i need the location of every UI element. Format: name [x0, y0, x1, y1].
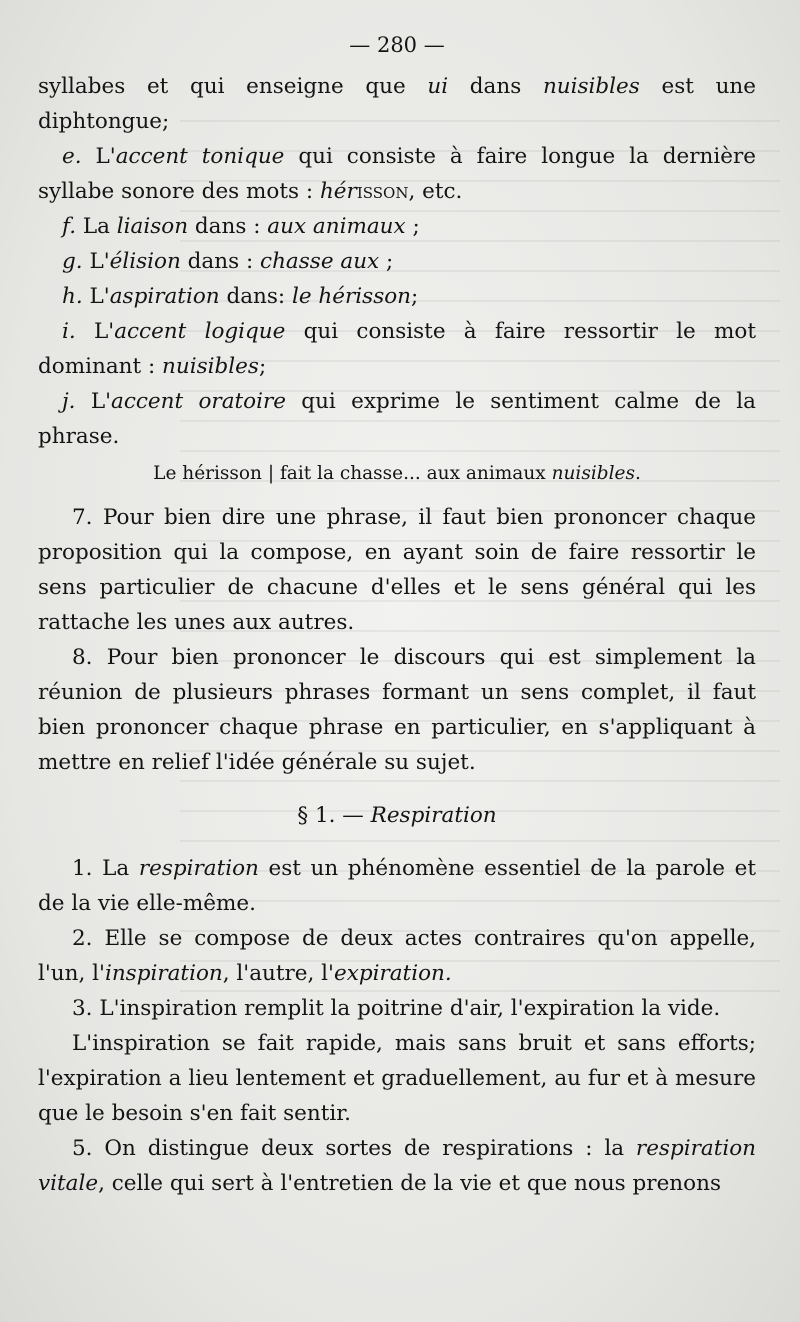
text-run: L' [75, 389, 112, 414]
italic-text: respiration [138, 856, 259, 881]
italic-text: nuisibles [162, 354, 259, 379]
section-title [38, 798, 756, 833]
italic-text: aux animaux [267, 214, 406, 239]
text-run: ; [379, 249, 394, 274]
page-number: — 280 — [349, 33, 445, 57]
italic-text: chasse aux [260, 249, 380, 274]
italic-text: nuisibles [542, 74, 640, 99]
item-f [38, 209, 756, 244]
text-run: 3. L'inspiration remplit la poitrine d'air, l'expiration la vide. [72, 996, 721, 1021]
italic-text: élision [109, 249, 181, 274]
text-run: qui consiste à faire longue la dernière syllabe sonore des mots : [38, 144, 757, 204]
italic-text: j. [62, 389, 76, 414]
line-syllabes [38, 69, 756, 139]
text-run: L' [75, 319, 115, 344]
paragraph-8 [38, 640, 756, 780]
item-j [38, 384, 756, 454]
text-run: § 1. — [297, 803, 371, 828]
text-run: isson [356, 179, 409, 204]
text-run: L' [82, 249, 110, 274]
section-para-3 [38, 991, 756, 1026]
italic-text: accent tonique [115, 144, 285, 169]
italic-text: expiration. [333, 961, 452, 986]
text-run: qui exprime le sentiment calme de la phrase. [38, 389, 756, 449]
text-run: ; [258, 354, 267, 379]
text-run: , l'autre, l' [222, 961, 334, 986]
section-para-5 [38, 1131, 756, 1201]
text-run: 5. On distingue deux sortes de respirations : la [72, 1136, 636, 1161]
text-run: ; [411, 284, 419, 309]
text-run: L'inspiration se fait rapide, mais sans bruit et sans efforts; l'expiration a lieu lentement et graduellement, au fur et à mesure que le besoin s'en fait sentir. [38, 1031, 756, 1126]
italic-text: accent oratoire [111, 389, 286, 414]
italic-text: le hérisson [292, 284, 412, 309]
text-run: ; [405, 214, 420, 239]
italic-text: f. [62, 214, 77, 239]
text-run: 8. Pour bien prononcer le discours qui est simplement la réunion de plusieurs phrases formant un sens complet, il faut bien prononcer chaque phrase en particulier, en s'appliquant à mettre en relief l'idée générale su sujet. [38, 645, 756, 775]
text-run: est un phénomène essentiel de la parole et de la vie elle-même. [38, 856, 756, 916]
italic-text: h. [62, 284, 83, 309]
text-run: L' [81, 144, 116, 169]
text-run: Le hérisson | fait la chasse... aux animaux [153, 463, 552, 484]
text-run: La [76, 214, 117, 239]
text-run: dans: [219, 284, 292, 309]
text-run: syllabes et qui enseigne que [38, 74, 428, 99]
section-para-2 [38, 921, 756, 991]
text-run: L' [82, 284, 110, 309]
italic-text: liaison [116, 214, 189, 239]
italic-text: respiration vitale [38, 1136, 756, 1196]
italic-text: hér [319, 179, 357, 204]
text-run: 1. La [72, 856, 139, 881]
item-i [38, 314, 756, 384]
text-run: , celle qui sert à l'entretien de la vie et que nous prenons [98, 1171, 721, 1196]
italic-text: aspiration [109, 284, 220, 309]
text-run: , etc. [408, 179, 463, 204]
example-sentence [38, 458, 756, 490]
italic-text: g. [62, 249, 83, 274]
section-para-4 [38, 1026, 756, 1131]
text-run: est une diphtongue; [38, 74, 756, 134]
text-run: qui consiste à faire ressortir le mot dominant : [38, 319, 757, 379]
italic-text: inspiration [104, 961, 223, 986]
item-e [38, 139, 756, 209]
text-run: dans : [188, 214, 268, 239]
italic-text: i. [62, 319, 76, 344]
italic-text: accent logique [114, 319, 286, 344]
italic-text: nuisibles [551, 463, 635, 484]
text-run: dans : [180, 249, 261, 274]
italic-text: e. [62, 144, 82, 169]
item-h [38, 279, 756, 314]
text-run: . [634, 463, 641, 484]
section-para-1 [38, 851, 756, 921]
paragraph-7 [38, 500, 756, 640]
text-run: 7. Pour bien dire une phrase, il faut bien prononcer chaque proposition qui la compose, en ayant soin de faire ressortir le sens particulier de chacune d'elles et le sens général qui les rattache les unes aux autres. [38, 505, 756, 635]
item-g [38, 244, 756, 279]
text-run: dans [448, 74, 543, 99]
italic-text: ui [427, 74, 449, 99]
italic-text: Respiration [370, 803, 497, 828]
text-run: 2. Elle se compose de deux actes contraires qu'on appelle, l'un, l' [38, 926, 756, 986]
